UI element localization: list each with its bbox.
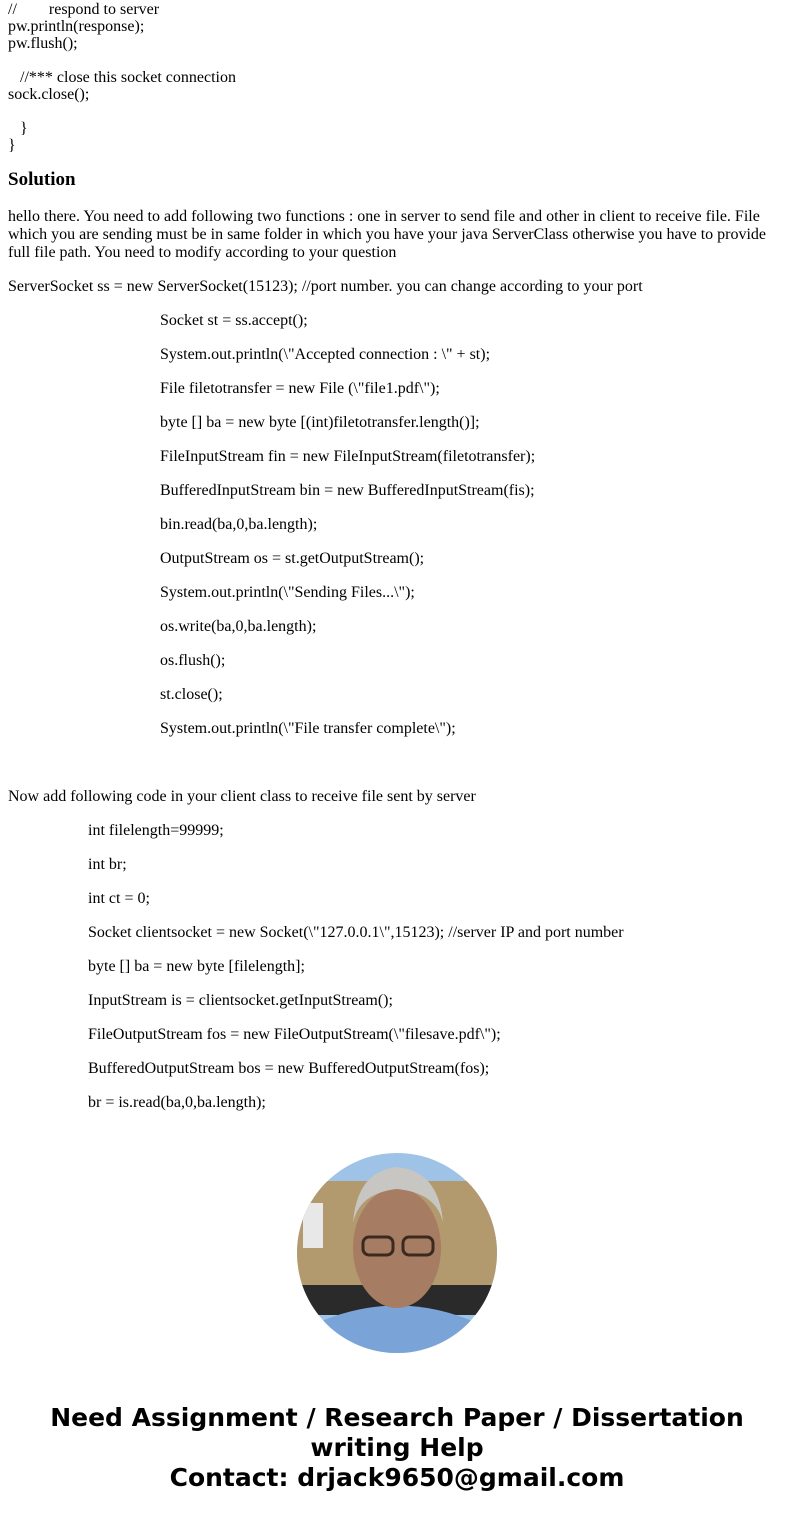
top-code-block — [8, 1, 774, 154]
code-line: os.write(ba,0,ba.length); — [160, 618, 317, 635]
code-line: BufferedInputStream bin = new BufferedInputStream(fis); — [160, 482, 535, 499]
code-line: FileOutputStream fos = new FileOutputStream(\"filesave.pdf\"); — [88, 1026, 501, 1043]
code-line: int br; — [88, 856, 127, 873]
footer-banner — [0, 1403, 794, 1493]
code-line: byte [] ba = new byte [filelength]; — [88, 958, 305, 975]
code-line: bin.read(ba,0,ba.length); — [160, 516, 318, 533]
code-line: int filelength=99999; — [88, 822, 224, 839]
code-line — [8, 103, 774, 120]
footer-email[interactable]: Contact: drjack9650@gmail.com — [169, 1463, 625, 1492]
code-line: System.out.println(\"Accepted connection : \" + st); — [160, 346, 491, 363]
code-line: System.out.println(\"Sending Files...\"); — [160, 584, 415, 601]
code-line: ServerSocket ss = new ServerSocket(15123); //port number. you can change according to your port — [8, 278, 643, 295]
code-line: Socket st = ss.accept(); — [160, 312, 308, 329]
code-line: pw.println(response); — [8, 18, 145, 35]
code-line: File filetotransfer = new File (\"file1.pdf\"); — [160, 380, 440, 397]
server-code-lines — [8, 312, 774, 738]
code-line: os.flush(); — [160, 652, 226, 669]
code-line: // respond to server — [8, 1, 160, 18]
code-line: } — [8, 120, 28, 137]
code-line: byte [] ba = new byte [(int)filetotransfer.length()]; — [160, 414, 480, 431]
code-line: //*** close this socket connection — [8, 69, 236, 86]
code-line: int ct = 0; — [88, 890, 150, 907]
client-intro: Now add following code in your client class to receive file sent by server — [8, 788, 476, 805]
code-line: st.close(); — [160, 686, 223, 703]
code-line: } — [8, 137, 16, 154]
footer-line: Need Assignment / Research Paper / Dissertation — [50, 1403, 744, 1432]
code-line: sock.close(); — [8, 86, 90, 103]
solution-heading: Solution — [8, 169, 76, 190]
server-code-block — [8, 278, 774, 754]
author-avatar — [297, 1153, 497, 1353]
code-line: InputStream is = clientsocket.getInputStream(); — [88, 992, 393, 1009]
code-line: System.out.println(\"File transfer complete\"); — [160, 720, 456, 737]
client-code-block — [8, 822, 774, 1128]
intro-paragraph: hello there. You need to add following two functions : one in server to send file and other in client to receive file. File which you are sending must be in same folder in which you have your java ServerClass otherwise you have to provide full file path. You need to modify according to your question — [8, 208, 767, 261]
code-line: pw.flush(); — [8, 35, 78, 52]
code-line: BufferedOutputStream bos = new BufferedOutputStream(fos); — [88, 1060, 490, 1077]
code-line — [8, 52, 774, 69]
code-line: OutputStream os = st.getOutputStream(); — [160, 550, 425, 567]
code-line: br = is.read(ba,0,ba.length); — [88, 1094, 266, 1111]
code-line: FileInputStream fin = new FileInputStream(filetotransfer); — [160, 448, 536, 465]
footer-line: writing Help — [310, 1433, 484, 1462]
code-line: Socket clientsocket = new Socket(\"127.0.0.1\",15123); //server IP and port number — [88, 924, 624, 941]
